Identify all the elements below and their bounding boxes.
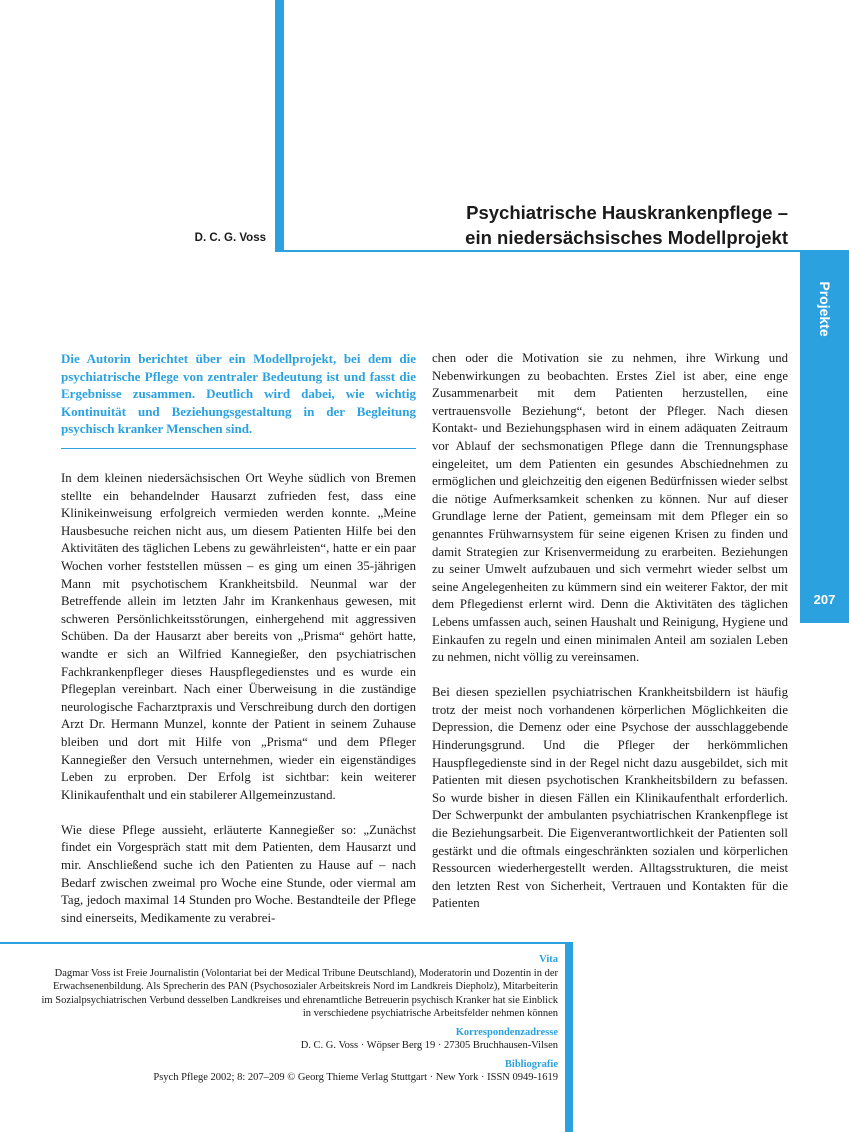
section-tab-label-box (800, 274, 849, 344)
bibliography-text: Psych Pflege 2002; 8: 207–209 © Georg Thieme Verlag Stuttgart · New York · ISSN 0949-1619 (153, 1072, 558, 1083)
title-line-1: Psychiatrische Hauskrankenpflege – (466, 202, 788, 223)
vita-text: Dagmar Voss ist Freie Journalistin (Volontariat bei der Medical Tribune Deutschland), Moderatorin und Dozentin in der Erwachsenenbildung. Als Sprecherin des PAN (Psychosozialer Arbeitskreis Nord im Landkreis Diepholz), Mitarbeiterin im Sozialpsychiatrischen Verbund desselben Landkreises und ehrenamtliche Betreuerin psychisch Kranker hat sie Einblick in verschiedene psychiatrische Arbeitsfelder nehmen können (41, 967, 558, 1019)
page-number: 207 (813, 592, 836, 607)
body-column-left (61, 470, 416, 945)
vita-box (40, 953, 558, 1085)
header-vertical-rule (275, 0, 284, 251)
title-line-2: ein niedersächsisches Modellprojekt (465, 227, 788, 248)
paragraph: Wie diese Pflege aussieht, erläuterte Kannegießer so: „Zunächst findet ein Vorgespräch statt mit dem Patienten, dem Hausarzt und mir. Anschließend suche ich den Patienten zu Hause auf – nach Bedarf zwischen zweimal pro Woche eine Stunde, oder viermal am Tag, jedoch maximal 14 Stunden pro Woche. Bestandteile der Pflege sind einerseits, Medikamente zu verabrei- (61, 822, 416, 925)
correspondence-text: D. C. G. Voss · Wöpser Berg 19 · 27305 Bruchhausen-Vilsen (300, 1040, 558, 1051)
article-title (300, 200, 788, 250)
vita-vertical-rule (565, 942, 573, 1132)
vita-heading: Vita (539, 954, 558, 965)
author-name: D. C. G. Voss (194, 232, 266, 244)
paragraph: Bei diesen speziellen psychiatrischen Krankheitsbildern ist häufig trotz der meist noch vorhandenen körperlichen Möglichkeiten die Depression, die Demenz oder eine Psychose der ausschlaggebende Hinderungsgrund. Und die Pfleger der herkömmlichen Hauspflegedienste sind in der Regel nicht dazu ausgebildet, sich mit Patienten mit diesen psychotischen Krankheitsbildern zu befassen. So wurde bisher in diesen Fällen ein Klinikaufenthalt erforderlich. Der Schwerpunkt der ambulanten psychiatrischen Krankenpflege ist die Beziehungsarbeit. Die Eigenverantwortlichkeit der Patienten soll gestärkt und die oftmals eingeschränkten sozialen und körperlichen Ressourcen wiederhergestellt werden. Alltagsstrukturen, die meist den letzten Rest von Sicherheit, Vertrauen und Kontakten für die Patienten (432, 685, 788, 911)
correspondence-heading: Korrespondenzadresse (455, 1026, 558, 1038)
body-column-right (432, 350, 788, 931)
vita-horizontal-rule (0, 942, 572, 944)
bibliography-heading: Bibliografie (504, 1058, 558, 1070)
paragraph: In dem kleinen niedersächsischen Ort Weyhe südlich von Bremen stellte ein behandelnder Hausarzt zufrieden fest, dass eine Klinikeinweisung erfolgreich vermieden werden konnte. „Meine Hausbesuche reichen nicht aus, um diesem Patienten Hilfe bei den Aktivitäten des täglichen Lebens zu gewährleisten“, hatte er ein paar Wochen vorher feststellen müssen – es ging um einen 35-jährigen Mann mit psychotischem Krankheitsbild. Neunmal war der Betreffende allein im letzten Jahr im Krankenhaus gewesen, mit schweren Persönlichkeitsstörungen, einhergehend mit aggressiven Schüben. Da der Hausarzt aber bereits von „Prisma“ gehört hatte, wandte er sich an Wilfried Kannegießer, den psychiatrischen Fachkrankenpfleger dieses Hauspflegedienstes und es wurde ein Pflegeplan vereinbart. Nach einer Überweisung in die zuständige neurologische Facharztpraxis und Verschreibung durch den dortigen Arzt Dr. Hermann Munzel, konnte der Patient in seinem Zuhause bleiben und dort mit Hilfe von „Prisma“ und dem Pfleger Kannegießer den Versuch unternehmen, wieder ein eigenständiges Leben zu erproben. Der Erfolg ist sichtbar: kein weiterer Klinikaufenthalt und ein stabilerer Allgemeinzustand. (61, 471, 416, 802)
abstract: Die Autorin berichtet über ein Modellprojekt, bei dem die psychiatrische Pflege von zentraler Bedeutung ist und fasst die Ergebnisse zusammen. Deutlich wird dabei, wie wichtig Kontinuität und Beziehungsgestaltung in der Begleitung psychisch kranker Menschen sind. (61, 351, 416, 436)
header-horizontal-rule (275, 250, 849, 252)
paragraph: chen oder die Motivation sie zu nehmen, ihre Wirkung und Nebenwirkungen zu beobachten. Erstes Ziel ist aber, eine enge Zusammenarbeit mit dem Patienten herzustellen, eine vertrauensvolle Beziehung“, betont der Pfleger. Nach diesen Kontakt- und Beziehungsphasen wird in einem adäquaten Zeitraum vor Ablauf der sechsmonatigen Pflege dann die Trennungsphase eingeleitet, um dem Patienten ein gesundes Abschiednehmen zu ermöglichen und gleichzeitig den eigenen Bedürfnissen wieder selbst die nötige Aufmerksamkeit schenken zu können. Nur auf dieser Grundlage lerne der Patient, gemeinsam mit dem Pfleger ein so genanntes Frühwarnsystem für seine eigenen Krisen zu finden und damit Strategien zur Krisenvermeidung zu erarbeiten. Beziehungen zu seiner Umwelt aufzubauen und sich vermehrt wieder selbst um seine Angelegenheiten zu kümmern sind ein weiterer Faktor, der mit dem Pflegedienst erlernt wird. Denn die Aktivitäten des täglichen Lebens umfassen auch, seinen Haushalt und Reinigung, Hygiene und Einkaufen zu regeln und einen minimalen Anteil am sozialen Leben zu nehmen, nicht völlig zu vereinsamen. (432, 351, 788, 665)
section-tab-label: Projekte (816, 281, 833, 337)
abstract-divider (61, 448, 416, 449)
